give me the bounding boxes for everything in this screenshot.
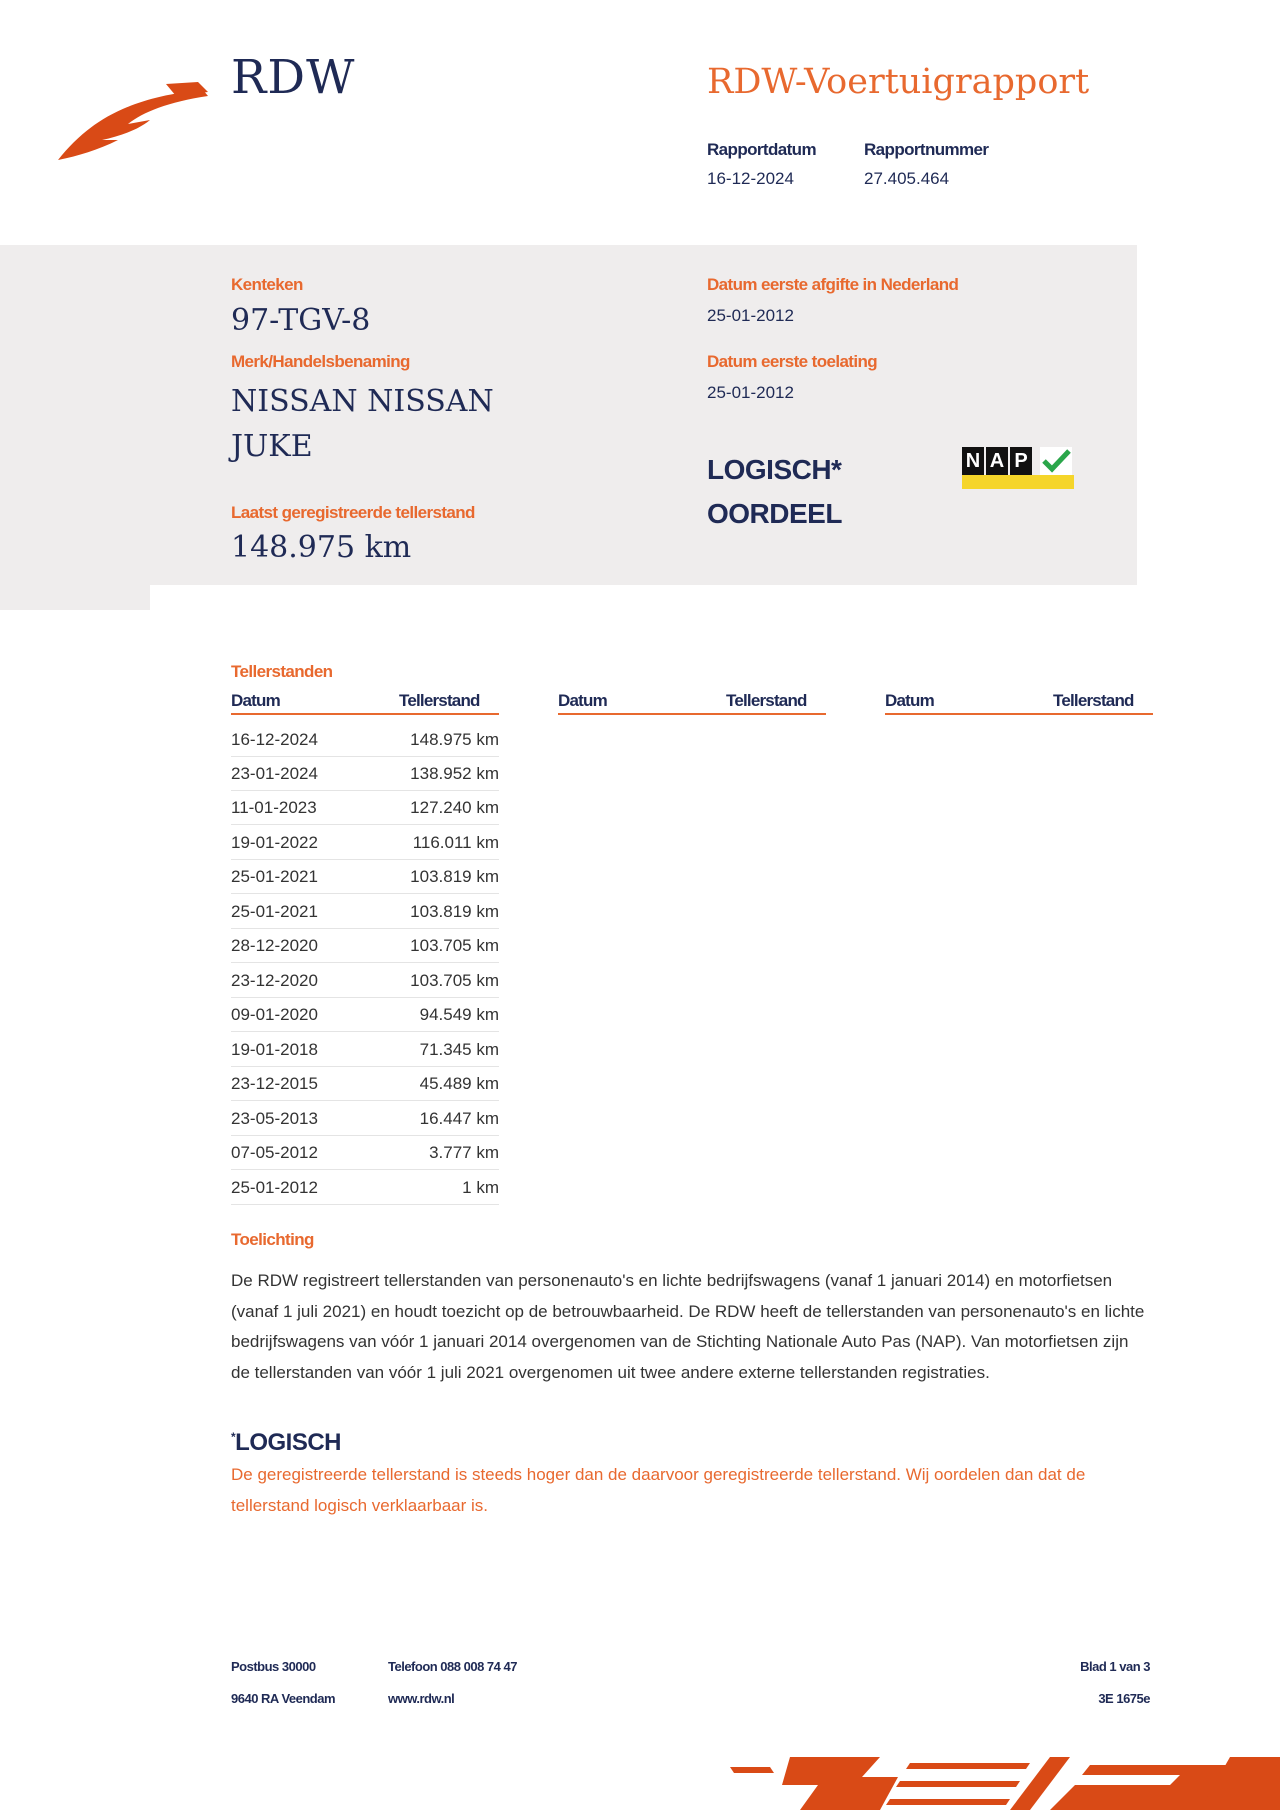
logisch-star: * (231, 1430, 236, 1444)
nap-letter-p: P (1010, 447, 1032, 475)
row-date: 28-12-2020 (231, 936, 318, 955)
table-header-rule-1 (231, 713, 499, 715)
first-admission-value: 25-01-2012 (707, 383, 794, 402)
table-row (231, 1066, 499, 1101)
table-header-date-2: Datum (558, 691, 607, 710)
row-date: 23-05-2013 (231, 1109, 318, 1128)
logisch-title-text: LOGISCH (235, 1429, 342, 1456)
nap-letter-n: N (962, 447, 984, 475)
row-km: 45.489 km (419, 1074, 499, 1093)
table-row (231, 997, 499, 1032)
report-title: RDW-Voertuigrapport (707, 62, 1090, 102)
row-km: 127.240 km (410, 798, 499, 817)
plate-label: Kenteken (231, 275, 303, 294)
row-km: 71.345 km (419, 1040, 499, 1059)
table-header-date-3: Datum (885, 691, 934, 710)
first-issue-nl-value: 25-01-2012 (707, 306, 794, 325)
table-row (231, 825, 499, 860)
make-label: Merk/Handelsbenaming (231, 352, 410, 371)
row-date: 09-01-2020 (231, 1005, 318, 1024)
checkmark-icon (1040, 447, 1072, 475)
table-row (231, 894, 499, 929)
rdw-stripes-icon (730, 1755, 1280, 1810)
summary-band-tab (0, 580, 150, 610)
plate-value: 97-TGV-8 (231, 303, 371, 338)
table-row (231, 1101, 499, 1136)
verdict-line2: OORDEEL (707, 498, 842, 529)
row-date: 25-01-2021 (231, 902, 318, 921)
table-row (231, 790, 499, 825)
row-km: 103.705 km (410, 936, 499, 955)
footer-address-line2: 9640 RA Veendam (231, 1691, 336, 1706)
row-date: 16-12-2024 (231, 730, 318, 749)
row-date: 25-01-2012 (231, 1178, 318, 1197)
row-date: 23-12-2020 (231, 971, 318, 990)
report-number: 27.405.464 (864, 169, 950, 188)
footer-page: Blad 1 van 3 (1080, 1659, 1150, 1674)
last-odometer-label: Laatst geregistreerde tellerstand (231, 503, 475, 522)
table-row (231, 1032, 499, 1067)
nap-letter-a: A (986, 447, 1008, 475)
make-value-line2: JUKE (231, 429, 313, 464)
table-header-value-3: Tellerstand (1053, 691, 1134, 710)
explanation-title: Toelichting (231, 1230, 314, 1249)
row-date: 23-01-2024 (231, 764, 318, 783)
row-date: 07-05-2012 (231, 1143, 318, 1162)
row-km: 16.447 km (419, 1109, 499, 1128)
table-header-value-2: Tellerstand (726, 691, 807, 710)
report-date-label: Rapportdatum (707, 140, 816, 159)
first-issue-nl-label: Datum eerste afgifte in Nederland (707, 275, 959, 294)
table-header-date-1: Datum (231, 691, 280, 710)
last-odometer-value: 148.975 km (231, 530, 412, 565)
row-km: 138.952 km (410, 764, 499, 783)
rdw-logo-icon (58, 82, 208, 162)
row-km: 94.549 km (419, 1005, 499, 1024)
row-km: 103.819 km (410, 902, 499, 921)
row-km: 1 km (462, 1178, 499, 1197)
row-date: 19-01-2022 (231, 833, 318, 852)
table-row (231, 859, 499, 894)
explanation-text: De RDW registreert tellerstanden van personenauto's en lichte bedrijfswagens (vanaf 1 januari 2014) en motorfietsen (vanaf 1 juli 2021) en houdt toezicht op de betrouwbaarheid. De RDW heeft de tellerstanden van personenauto's en lichte bedrijfswagens van vóór 1 januari 2014 overgenomen van de Stichting Nationale Auto Pas (NAP). Van motorfietsen zijn de tellerstanden van vóór 1 juli 2021 overgenomen uit twee andere externe tellerstanden registraties. (231, 1271, 1145, 1382)
first-admission-label: Datum eerste toelating (707, 352, 878, 371)
make-value-line1: NISSAN NISSAN (231, 384, 494, 419)
footer-website[interactable]: www.rdw.nl (388, 1691, 455, 1706)
report-date: 16-12-2024 (707, 169, 794, 188)
logisch-title (231, 1429, 341, 1457)
row-km: 116.011 km (412, 833, 499, 852)
report-number-label: Rapportnummer (864, 140, 989, 159)
row-date: 11-01-2023 (231, 798, 317, 817)
table-row (231, 963, 499, 998)
row-date: 19-01-2018 (231, 1040, 318, 1059)
row-date: 25-01-2021 (231, 867, 318, 886)
verdict (707, 448, 842, 536)
summary-band (0, 245, 1137, 585)
table-row (231, 928, 499, 963)
row-km: 3.777 km (429, 1143, 499, 1162)
footer-address-line1: Postbus 30000 (231, 1659, 316, 1674)
row-date: 23-12-2015 (231, 1074, 318, 1093)
table-row (231, 1170, 499, 1205)
logisch-text: De geregistreerde tellerstand is steeds hoger dan de daarvoor geregistreerde tellerstand. Wij oordelen dan dat de tellerstand logisch verklaarbaar is. (231, 1465, 1086, 1515)
logo-text: RDW (231, 50, 356, 105)
table-header-rule-2 (558, 713, 826, 715)
odometer-section-title: Tellerstanden (231, 662, 333, 681)
row-km: 103.819 km (410, 867, 499, 886)
row-km: 148.975 km (410, 730, 499, 749)
table-header-rule-3 (885, 713, 1153, 715)
table-row (231, 756, 499, 791)
table-row (231, 722, 499, 757)
verdict-line1: LOGISCH* (707, 454, 842, 485)
table-row (231, 1135, 499, 1170)
footer-phone: Telefoon 088 008 74 47 (388, 1659, 517, 1674)
table-header-value-1: Tellerstand (399, 691, 480, 710)
row-km: 103.705 km (410, 971, 499, 990)
footer-code: 3E 1675e (1098, 1691, 1150, 1706)
